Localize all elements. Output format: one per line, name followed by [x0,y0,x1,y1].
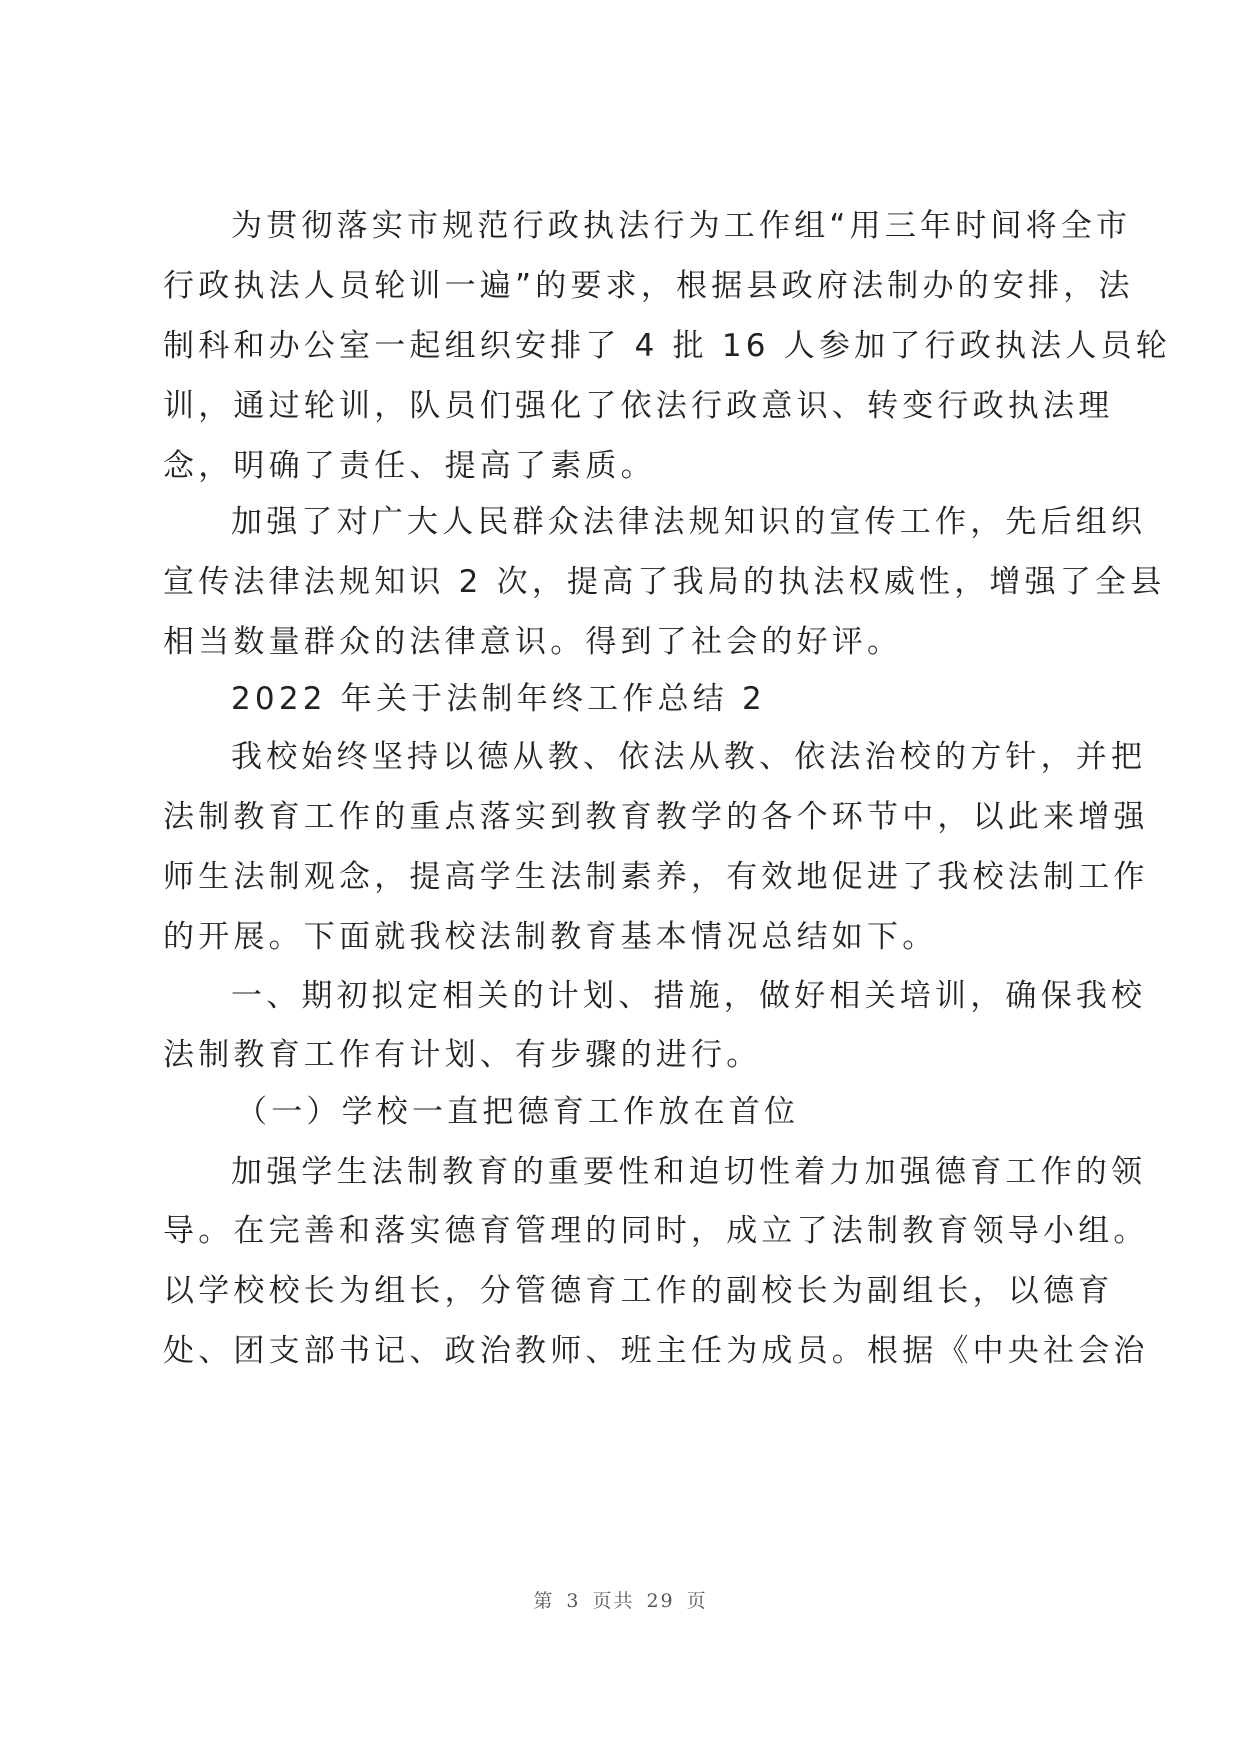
footer-suffix: 页 [686,1590,708,1612]
footer-middle: 页共 [592,1590,635,1612]
footer-total-pages: 29 [646,1590,675,1612]
footer-current-page: 3 [566,1590,581,1612]
paragraph-line: 法制教育工作有计划、有步骤的进行。 [163,1037,762,1073]
paragraph-line: 念，明确了责任、提高了素质。 [163,448,656,484]
subsection-heading: （一）学校一直把德育工作放在首位 [236,1094,800,1130]
paragraph-line: 为贯彻落实市规范行政执法行为工作组“用三年时间将全市 [231,208,1132,244]
paragraph-line: 师生法制观念，提高学生法制素养，有效地促进了我校法制工作 [163,859,1149,895]
section-heading: 2022 年关于法制年终工作总结 2 [231,681,766,717]
page-number-footer [0,1586,1241,1613]
paragraph-line: 我校始终坚持以德从教、依法从教、依法治校的方针，并把 [231,739,1147,775]
paragraph-line: 导。在完善和落实德育管理的同时，成立了法制教育领导小组。 [163,1213,1149,1249]
paragraph-line: 处、团支部书记、政治教师、班主任为成员。根据《中央社会治 [163,1333,1149,1369]
paragraph-line: 训，通过轮训，队员们强化了依法行政意识、转变行政执法理 [163,388,1114,424]
paragraph-line: 行政执法人员轮训一遍”的要求，根据县政府法制办的安排，法 [163,268,1134,304]
footer-prefix: 第 [533,1590,555,1612]
paragraph-line: 一、期初拟定相关的计划、措施，做好相关培训，确保我校 [231,978,1147,1014]
paragraph-line: 以学校校长为组长，分管德育工作的副校长为副组长，以德育 [163,1273,1114,1309]
paragraph-line: 相当数量群众的法律意识。得到了社会的好评。 [163,624,903,660]
paragraph-line: 的开展。下面就我校法制教育基本情况总结如下。 [163,919,938,955]
paragraph-line: 法制教育工作的重点落实到教育教学的各个环节中，以此来增强 [163,799,1149,835]
paragraph-line: 宣传法律法规知识 2 次，提高了我局的执法权威性，增强了全县 [163,564,1166,600]
paragraph-line: 制科和办公室一起组织安排了 4 批 16 人参加了行政执法人员轮 [163,328,1171,364]
paragraph-line: 加强学生法制教育的重要性和迫切性着力加强德育工作的领 [231,1154,1147,1190]
paragraph-line: 加强了对广大人民群众法律法规知识的宣传工作，先后组织 [231,504,1147,540]
